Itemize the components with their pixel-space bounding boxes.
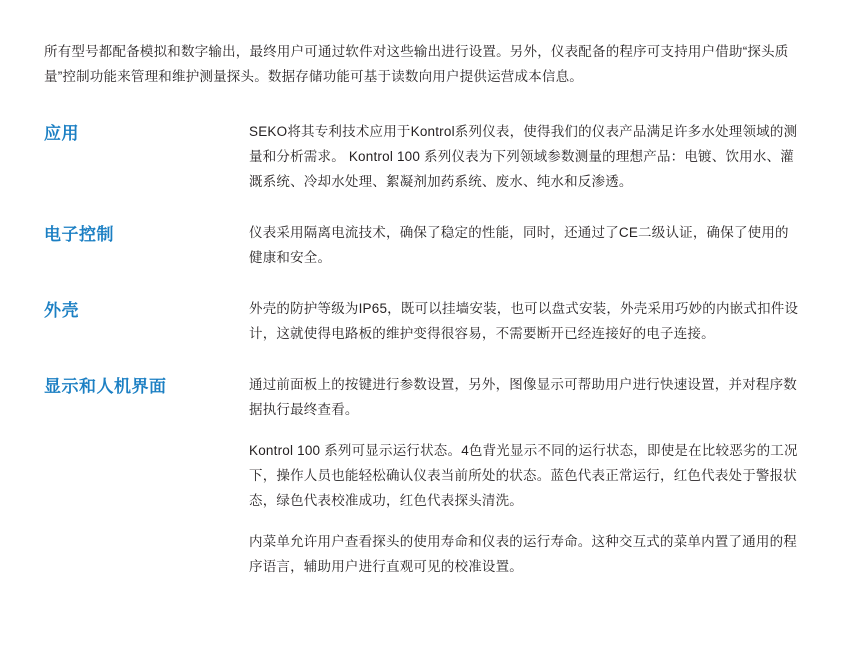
section-title-electronic-control: 电子控制 — [44, 224, 114, 244]
paragraph: SEKO将其专利技术应用于Kontrol系列仪表，使得我们的仪表产品满足许多水处理领域的测量和分析需求。 Kontrol 100 系列仪表为下列领域参数测量的理想产品：电镀、饮用水、灌溉系统、冷却水处理、絮凝剂加药系统、废水、纯水和反渗透。 — [249, 123, 798, 189]
section-electronic-control — [44, 221, 799, 271]
paragraph: Kontrol 100 系列可显示运行状态。4色背光显示不同的运行状态，即使是在比较恶劣的工况下，操作人员也能轻松确认仪表当前所处的状态。蓝色代表正常运行，红色代表处于警报状态，绿色代表校准成功，红色代表探头清洗。 — [249, 442, 798, 508]
paragraph: 通过前面板上的按键进行参数设置，另外，图像显示可帮助用户进行快速设置，并对程序数据执行最终查看。 — [249, 376, 797, 417]
section-title-display-hmi: 显示和人机界面 — [44, 376, 167, 396]
section-body-enclosure — [249, 297, 799, 347]
paragraph: 内菜单允许用户查看探头的使用寿命和仪表的运行寿命。这种交互式的菜单内置了通用的程序语言，辅助用户进行直观可见的校准设置。 — [249, 533, 797, 574]
section-body-display-hmi — [249, 373, 799, 580]
section-title-enclosure: 外壳 — [44, 300, 79, 320]
section-display-hmi — [44, 373, 799, 580]
section-title-applications: 应用 — [44, 123, 79, 143]
section-body-applications — [249, 120, 799, 195]
paragraph: 外壳的防护等级为IP65，既可以挂墙安装，也可以盘式安装，外壳采用巧妙的内嵌式扣件设计，这就使得电路板的维护变得很容易，不需要断开已经连接好的电子连接。 — [249, 300, 799, 341]
paragraph: 仪表采用隔离电流技术，确保了稳定的性能，同时，还通过了CE二级认证，确保了使用的健康和安全。 — [249, 224, 789, 265]
section-applications — [44, 120, 799, 195]
section-body-electronic-control — [249, 221, 799, 271]
section-enclosure — [44, 297, 799, 347]
intro-paragraph: 所有型号都配备模拟和数字输出，最终用户可通过软件对这些输出进行设置。另外，仪表配备的程序可支持用户借助“探头质量”控制功能来管理和维护测量探头。数据存储功能可基于读数向用户提供运营成本信息。 — [44, 44, 789, 84]
